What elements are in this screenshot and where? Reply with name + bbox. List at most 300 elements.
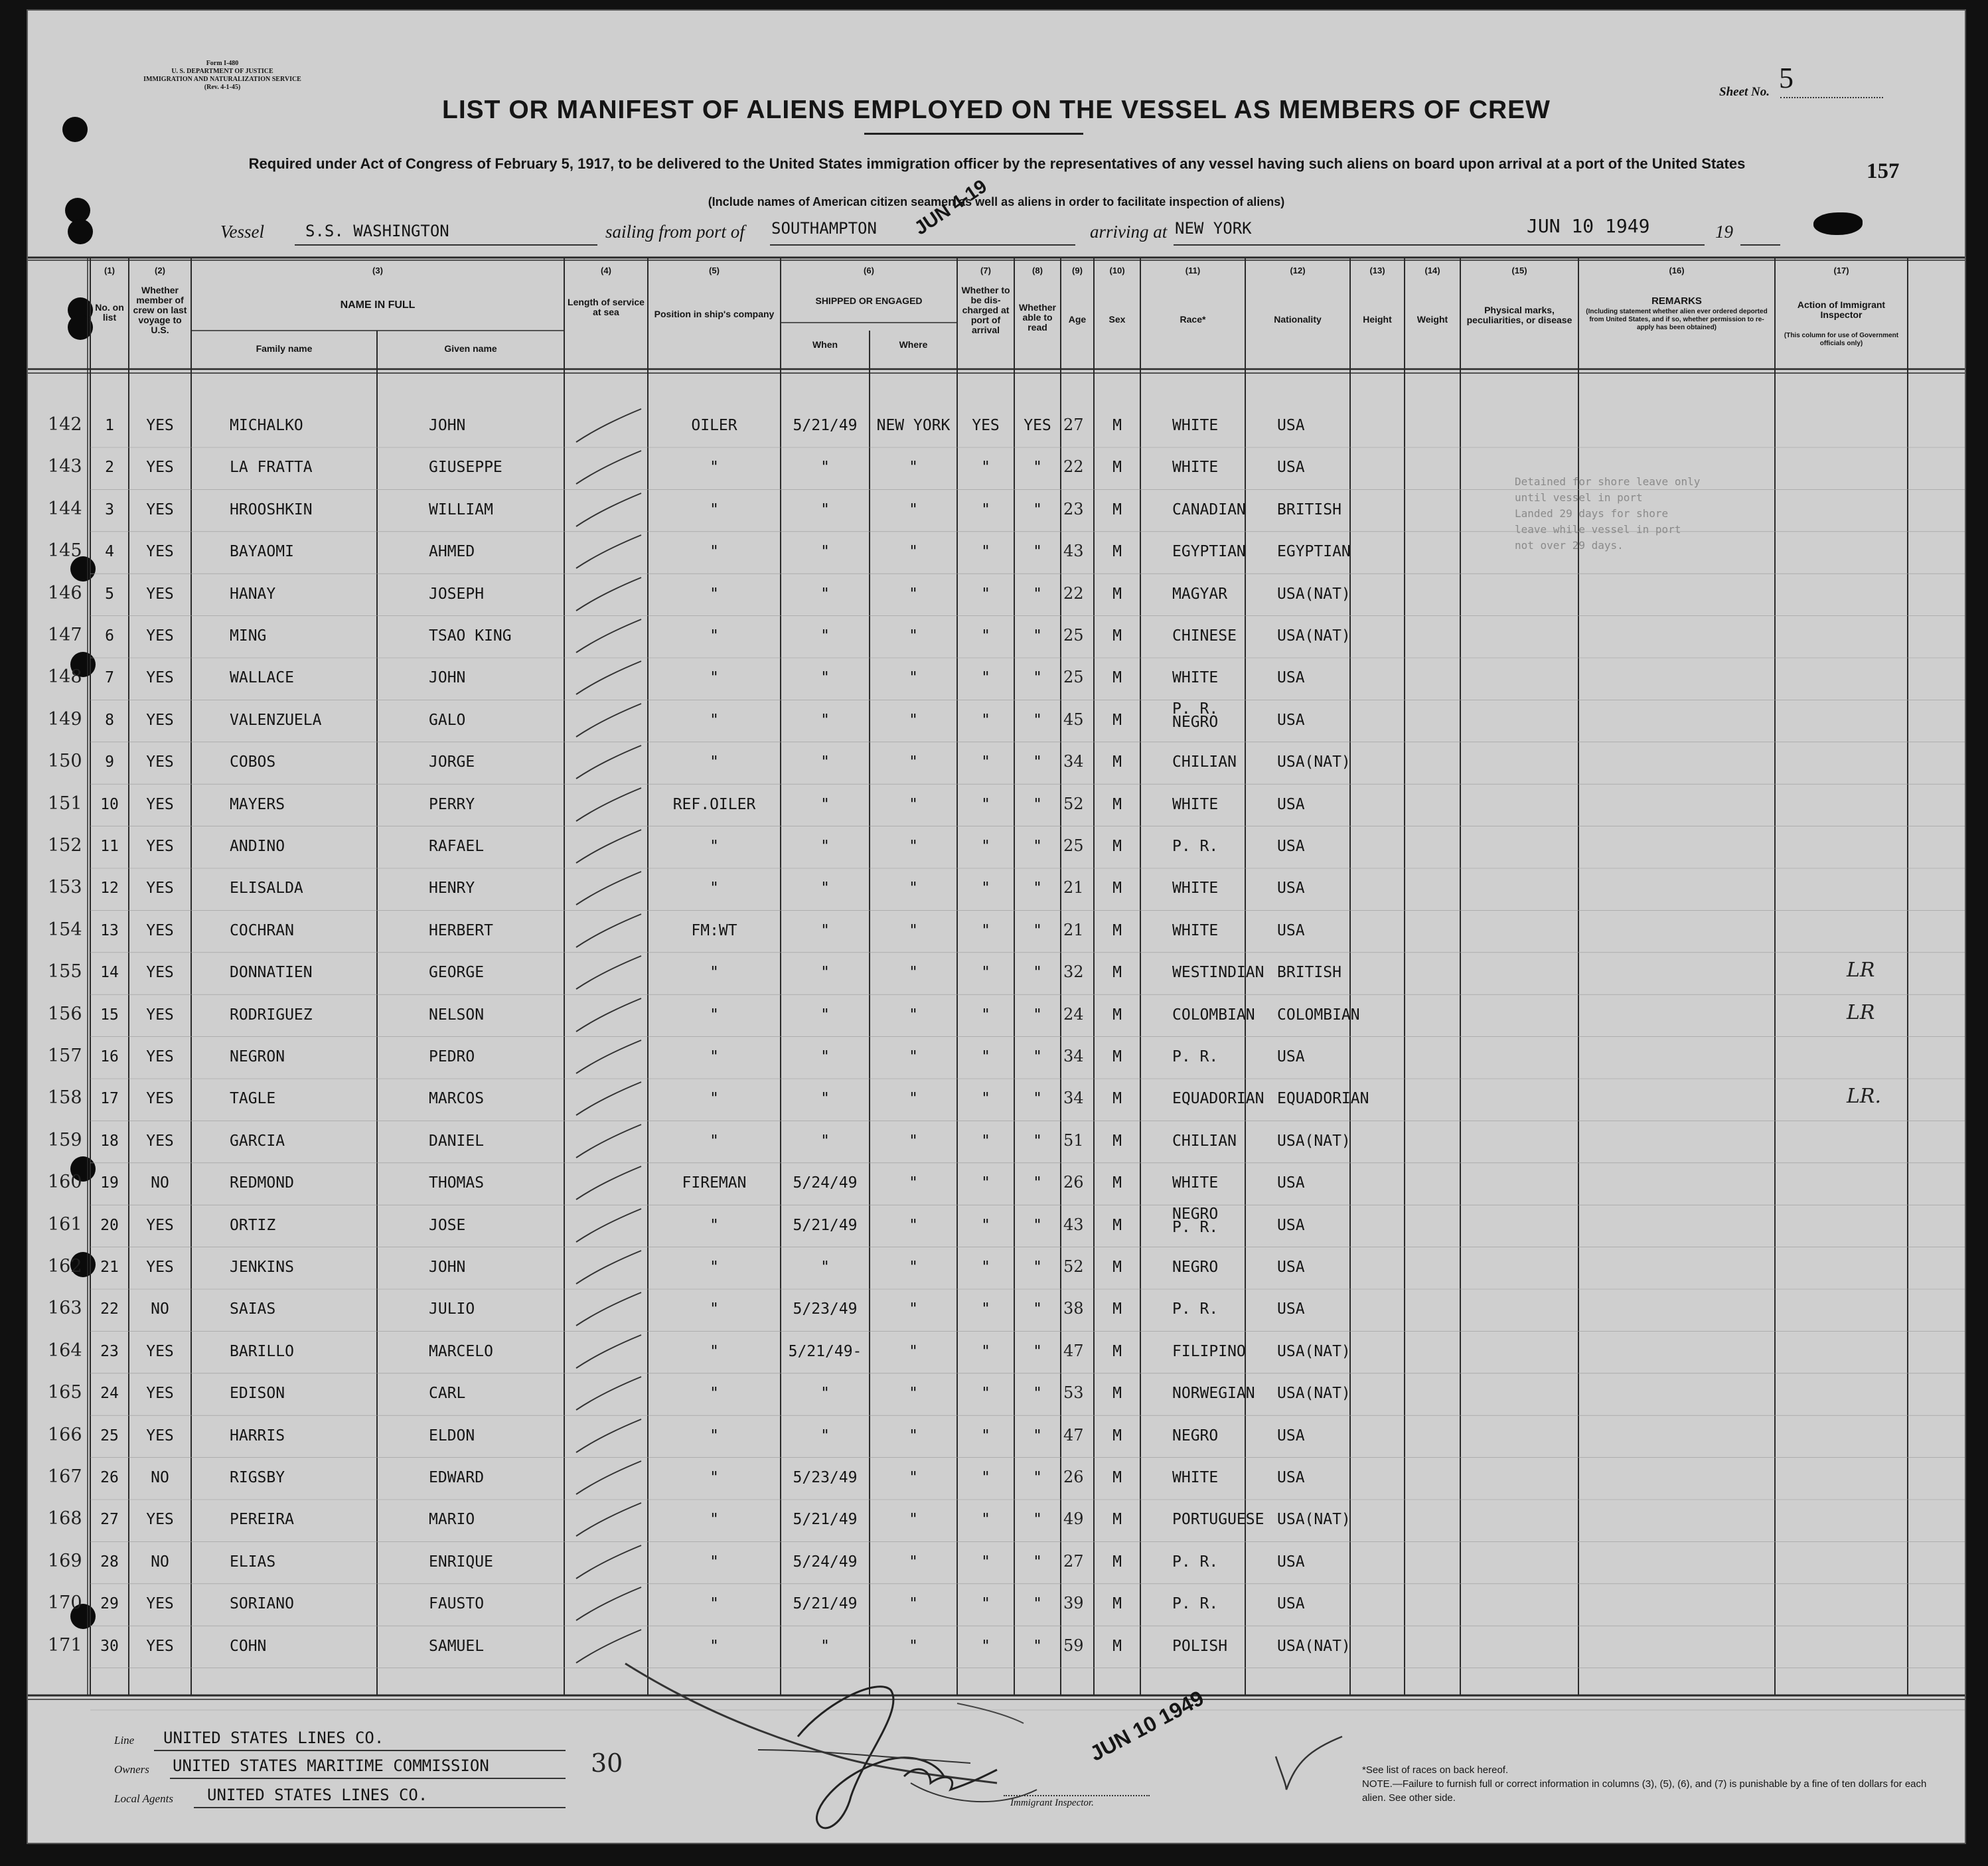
header-weight: Weight <box>1416 314 1448 325</box>
remarks-line: until vessel in port <box>1515 491 1643 504</box>
cell-when: 5/21/49 <box>793 417 858 434</box>
cell-able-read: " <box>1033 1595 1042 1613</box>
cell-sex: M <box>1112 711 1122 729</box>
cell-nationality: USA <box>1277 417 1305 434</box>
service-check-mark <box>572 1036 645 1076</box>
cell-when: 5/21/49 <box>793 1216 858 1234</box>
service-check-mark <box>572 574 645 613</box>
cell-able-read: " <box>1033 1342 1042 1360</box>
cell-no: 6 <box>105 627 114 645</box>
header-remarks: REMARKS <box>1651 295 1702 307</box>
handwritten-sequence-number: 142 <box>48 414 82 435</box>
cell-race: P. R. NEGRO <box>1172 700 1219 731</box>
cell-where: " <box>909 1300 918 1318</box>
cell-position: " <box>710 753 719 771</box>
handwritten-age: 47 <box>1063 1425 1084 1444</box>
cell-given-name: JOHN <box>429 417 466 434</box>
cell-given-name: JORGE <box>429 753 475 771</box>
form-revision: (Rev. 4-1-45) <box>204 84 241 91</box>
service-check-mark <box>572 447 645 487</box>
cell-position: " <box>710 1300 719 1318</box>
cell-able-read: " <box>1033 669 1042 687</box>
cell-given-name: MARIO <box>429 1511 475 1529</box>
cell-race: WHITE <box>1172 669 1219 687</box>
cell-when: " <box>820 1637 830 1655</box>
table-row <box>28 414 1965 456</box>
handwritten-sequence-number: 160 <box>48 1172 82 1193</box>
cell-no: 16 <box>100 1048 119 1065</box>
cell-given-name: EDWARD <box>429 1469 485 1486</box>
cell-sex: M <box>1112 964 1122 982</box>
inspector-signature-line <box>1004 1795 1150 1796</box>
header-action-note: (This column for use of Government officials only) <box>1784 332 1899 347</box>
cell-family-name: WALLACE <box>230 669 294 687</box>
cell-family-name: COHN <box>230 1637 267 1655</box>
cell-where: " <box>909 1006 918 1024</box>
service-check-mark <box>572 531 645 571</box>
crew-count-handwritten: 30 <box>591 1749 623 1778</box>
cell-discharged: " <box>981 880 990 897</box>
cell-when: " <box>820 1132 830 1150</box>
table-row <box>28 1425 1965 1466</box>
cell-family-name: JENKINS <box>230 1259 294 1276</box>
column-number: (7) <box>980 266 991 275</box>
cell-able-read: " <box>1033 795 1042 813</box>
cell-no: 1 <box>105 417 114 434</box>
header-remarks-note: (Including statement whether alien ever ordered deported from United States, and if so, whether permission to re-apply has been obtained) <box>1586 308 1768 331</box>
cell-when: 5/23/49 <box>793 1300 858 1318</box>
cell-position: " <box>710 543 719 561</box>
cell-no: 11 <box>100 838 119 855</box>
cell-where: " <box>909 1553 918 1571</box>
cell-discharged: " <box>981 543 990 561</box>
cell-last-voyage: YES <box>146 838 174 855</box>
cell-no: 29 <box>100 1595 119 1613</box>
service-check-mark <box>572 1415 645 1455</box>
cell-last-voyage: YES <box>146 795 174 813</box>
service-check-mark <box>572 657 645 697</box>
cell-nationality: EGYPTIAN <box>1277 543 1351 561</box>
cell-able-read: " <box>1033 501 1042 518</box>
header-member-last-voyage: Whether member of crew on last voyage to U.S. <box>133 285 187 335</box>
cell-given-name: GIUSEPPE <box>429 459 502 477</box>
cell-race: P. R. <box>1172 1595 1219 1613</box>
service-check-mark <box>572 868 645 907</box>
cell-family-name: COCHRAN <box>230 921 294 939</box>
service-check-mark <box>572 1541 645 1581</box>
cell-no: 10 <box>100 795 119 813</box>
cell-position: " <box>710 1469 719 1486</box>
handwritten-age: 34 <box>1063 1047 1084 1065</box>
cell-family-name: RODRIGUEZ <box>230 1006 313 1024</box>
service-check-mark <box>572 910 645 950</box>
service-check-mark <box>572 1205 645 1245</box>
cell-position: " <box>710 880 719 897</box>
year-label: 19 <box>1715 222 1733 242</box>
cell-able-read: " <box>1033 1427 1042 1444</box>
handwritten-sequence-number: 158 <box>48 1087 82 1109</box>
cell-discharged: " <box>981 1259 990 1276</box>
cell-position: " <box>710 1511 719 1529</box>
cell-last-voyage: YES <box>146 543 174 561</box>
handwritten-age: 49 <box>1063 1510 1084 1529</box>
remarks-line: leave while vessel in port <box>1515 523 1681 536</box>
cell-position: " <box>710 1553 719 1571</box>
handwritten-sequence-number: 163 <box>48 1298 82 1319</box>
cell-last-voyage: YES <box>146 669 174 687</box>
handwritten-sequence-number: 150 <box>48 751 82 772</box>
cell-position: FM:WT <box>691 921 737 939</box>
cell-given-name: SAMUEL <box>429 1637 485 1655</box>
table-row <box>28 583 1965 625</box>
year-underline <box>1740 244 1780 246</box>
cell-given-name: JOHN <box>429 669 466 687</box>
cell-where: " <box>909 1427 918 1444</box>
form-block <box>100 60 345 92</box>
handwritten-age: 22 <box>1063 583 1084 603</box>
cell-family-name: HANAY <box>230 585 276 603</box>
cell-no: 15 <box>100 1006 119 1024</box>
cell-given-name: JOSEPH <box>429 585 485 603</box>
cell-no: 24 <box>100 1385 119 1403</box>
cell-family-name: EDISON <box>230 1385 285 1403</box>
cell-sex: M <box>1112 1342 1122 1360</box>
cell-when: 5/23/49 <box>793 1469 858 1486</box>
cell-last-voyage: YES <box>146 459 174 477</box>
service-check-mark <box>572 489 645 529</box>
agents-label: Local Agents <box>114 1792 173 1805</box>
table-row <box>28 751 1965 793</box>
vessel-label: Vessel <box>220 222 264 242</box>
handwritten-age: 47 <box>1063 1341 1084 1360</box>
cell-sex: M <box>1112 753 1122 771</box>
header-sex: Sex <box>1109 314 1126 325</box>
cell-no: 7 <box>105 669 114 687</box>
handwritten-age: 51 <box>1063 1130 1084 1150</box>
table-row <box>28 1205 1965 1256</box>
cell-race: P. R. <box>1172 1048 1219 1065</box>
cell-no: 8 <box>105 711 114 729</box>
cell-discharged: " <box>981 838 990 855</box>
handwritten-sequence-number: 162 <box>48 1256 82 1277</box>
cell-position: " <box>710 1259 719 1276</box>
table-row <box>28 1508 1965 1550</box>
cell-last-voyage: YES <box>146 1511 174 1529</box>
service-check-mark <box>572 1247 645 1286</box>
cell-family-name: HARRIS <box>230 1427 285 1444</box>
table-row <box>28 1130 1965 1172</box>
page-number: 157 <box>1867 159 1900 183</box>
cell-family-name: VALENZUELA <box>230 711 322 729</box>
column-number: (12) <box>1290 266 1306 275</box>
handwritten-age: 22 <box>1063 457 1084 477</box>
line-label: Line <box>114 1734 135 1747</box>
header-physical-marks: Physical marks, peculiarities, or disease <box>1466 305 1572 325</box>
cell-nationality: USA <box>1277 1469 1305 1486</box>
cell-where: " <box>909 1048 918 1065</box>
cell-able-read: " <box>1033 585 1042 603</box>
cell-nationality: BRITISH <box>1277 964 1341 982</box>
service-check-mark <box>572 826 645 866</box>
header-name-in-full: NAME IN FULL <box>340 299 416 311</box>
table-row <box>28 1466 1965 1508</box>
table-row <box>28 793 1965 835</box>
cell-able-read: " <box>1033 964 1042 982</box>
cell-last-voyage: YES <box>146 1048 174 1065</box>
cell-position: " <box>710 1595 719 1613</box>
cell-discharged: " <box>981 1469 990 1486</box>
column-number: (16) <box>1669 266 1685 275</box>
handwritten-sequence-number: 145 <box>48 540 82 562</box>
handwritten-sequence-number: 148 <box>48 666 82 688</box>
cell-race: CHILIAN <box>1172 1132 1237 1150</box>
handwritten-sequence-number: 169 <box>48 1550 82 1571</box>
cell-sex: M <box>1112 1637 1122 1655</box>
cell-family-name: MICHALKO <box>230 417 303 434</box>
title-rule <box>864 133 1083 135</box>
cell-family-name: NEGRON <box>230 1048 285 1065</box>
cell-sex: M <box>1112 627 1122 645</box>
cell-discharged: " <box>981 1216 990 1234</box>
column-number: (17) <box>1833 266 1849 275</box>
cell-sex: M <box>1112 1511 1122 1529</box>
table-row <box>28 835 1965 877</box>
line-value: UNITED STATES LINES CO. <box>163 1729 384 1747</box>
cell-nationality: USA <box>1277 880 1305 897</box>
header-where: Where <box>899 339 928 350</box>
cell-nationality: USA <box>1277 669 1305 687</box>
handwritten-age: 43 <box>1063 1215 1084 1234</box>
cell-no: 4 <box>105 543 114 561</box>
cell-when: " <box>820 585 830 603</box>
cell-nationality: USA(NAT) <box>1277 585 1351 603</box>
cell-last-voyage: YES <box>146 1427 174 1444</box>
service-check-mark <box>572 1288 645 1328</box>
cell-position: FIREMAN <box>682 1174 747 1192</box>
cell-able-read: " <box>1033 753 1042 771</box>
cell-where: " <box>909 880 918 897</box>
cell-race: FILIPINO <box>1172 1342 1246 1360</box>
inspector-label: Immigrant Inspector. <box>1010 1798 1094 1808</box>
cell-race: P. R. <box>1172 1300 1219 1318</box>
cell-nationality: USA <box>1277 459 1305 477</box>
service-check-mark <box>572 1583 645 1623</box>
cell-able-read: " <box>1033 1511 1042 1529</box>
cell-when: " <box>820 1259 830 1276</box>
table-row <box>28 700 1965 751</box>
vessel-underline <box>295 244 597 246</box>
handwritten-sequence-number: 153 <box>48 877 82 898</box>
cell-family-name: GARCIA <box>230 1132 285 1150</box>
cell-nationality: USA <box>1277 711 1305 729</box>
cell-when: " <box>820 1385 830 1403</box>
include-note: (Include names of American citizen seamen as well as aliens in order to facilitate inspection of aliens) <box>708 195 1285 208</box>
cell-last-voyage: NO <box>151 1469 169 1486</box>
cell-given-name: RAFAEL <box>429 838 485 855</box>
cell-when: " <box>820 795 830 813</box>
cell-discharged: " <box>981 585 990 603</box>
header-height: Height <box>1363 314 1392 325</box>
service-check-mark <box>572 405 645 445</box>
cell-nationality: USA <box>1277 1427 1305 1444</box>
cell-able-read: " <box>1033 1048 1042 1065</box>
column-number: (13) <box>1369 266 1385 275</box>
service-check-mark <box>572 1499 645 1539</box>
sheet-number-label: Sheet No. <box>1719 85 1770 99</box>
cell-where: " <box>909 838 918 855</box>
cell-no: 21 <box>100 1259 119 1276</box>
page-subtitle: Required under Act of Congress of February 5, 1917, to be delivered to the United States immigration officer by the representatives of any vessel having such aliens on board upon arrival at a port of the United States <box>248 155 1746 172</box>
handwritten-sequence-number: 168 <box>48 1508 82 1529</box>
cell-position: " <box>710 1090 719 1108</box>
handwritten-action: LR <box>1847 1000 1875 1024</box>
cell-family-name: LA FRATTA <box>230 459 313 477</box>
cell-race: WHITE <box>1172 1174 1219 1192</box>
cell-when: 5/24/49 <box>793 1553 858 1571</box>
department-name: U. S. DEPARTMENT OF JUSTICE <box>171 68 273 75</box>
handwritten-age: 23 <box>1063 499 1084 518</box>
service-check-mark <box>572 784 645 824</box>
failure-footnote: NOTE.—Failure to furnish full or correct information in columns (3), (5), (6), and (7) is punishable by a fine of ten dollars for each alien. See other side. <box>1362 1778 1927 1804</box>
cell-last-voyage: YES <box>146 627 174 645</box>
agents-value: UNITED STATES LINES CO. <box>207 1786 428 1804</box>
handwritten-sequence-number: 157 <box>48 1046 82 1066</box>
column-number: (10) <box>1109 266 1125 275</box>
cell-able-read: " <box>1033 1300 1042 1318</box>
cell-discharged: " <box>981 627 990 645</box>
column-number: (4) <box>601 266 611 275</box>
cell-given-name: ENRIQUE <box>429 1553 493 1571</box>
handwritten-sequence-number: 155 <box>48 961 82 982</box>
cell-nationality: USA <box>1277 921 1305 939</box>
cell-position: " <box>710 1637 719 1655</box>
handwritten-age: 52 <box>1063 794 1084 813</box>
cell-position: " <box>710 1342 719 1360</box>
header-able-read: Whether able to read <box>1019 302 1056 333</box>
cell-no: 19 <box>100 1174 119 1192</box>
table-row <box>28 919 1965 961</box>
cell-where: " <box>909 1511 918 1529</box>
cell-position: " <box>710 459 719 477</box>
cell-where: " <box>909 627 918 645</box>
owners-value: UNITED STATES MARITIME COMMISSION <box>173 1756 489 1775</box>
cell-discharged: " <box>981 964 990 982</box>
cell-where: " <box>909 459 918 477</box>
service-check-mark <box>572 741 645 781</box>
cell-no: 14 <box>100 964 119 982</box>
table-row <box>28 1298 1965 1340</box>
cell-discharged: " <box>981 753 990 771</box>
cell-position: " <box>710 964 719 982</box>
handwritten-age: 38 <box>1063 1299 1084 1318</box>
cell-race: EQUADORIAN <box>1172 1090 1264 1108</box>
handwritten-sequence-number: 170 <box>48 1593 82 1614</box>
cell-where: " <box>909 1469 918 1486</box>
cell-given-name: JOHN <box>429 1259 466 1276</box>
cell-last-voyage: YES <box>146 711 174 729</box>
cell-last-voyage: NO <box>151 1553 169 1571</box>
cell-last-voyage: NO <box>151 1174 169 1192</box>
cell-family-name: ANDINO <box>230 838 285 855</box>
cell-sex: M <box>1112 1090 1122 1108</box>
cell-no: 9 <box>105 753 114 771</box>
service-check-mark <box>572 615 645 655</box>
cell-no: 13 <box>100 921 119 939</box>
cell-where: " <box>909 1132 918 1150</box>
cell-sex: M <box>1112 585 1122 603</box>
cell-when: " <box>820 501 830 518</box>
cell-when: 5/21/49 <box>793 1595 858 1613</box>
cell-given-name: TSAO KING <box>429 627 512 645</box>
cell-when: 5/21/49 <box>793 1511 858 1529</box>
cell-nationality: USA <box>1277 795 1305 813</box>
cell-when: " <box>820 627 830 645</box>
cell-race: P. R. <box>1172 838 1219 855</box>
cell-no: 26 <box>100 1469 119 1486</box>
manifest-sheet <box>27 9 1966 1844</box>
cell-family-name: ORTIZ <box>230 1216 276 1234</box>
cell-discharged: " <box>981 921 990 939</box>
cell-family-name: COBOS <box>230 753 276 771</box>
handwritten-sequence-number: 144 <box>48 498 82 519</box>
handwritten-sequence-number: 159 <box>48 1129 82 1150</box>
cell-where: " <box>909 1595 918 1613</box>
sailing-underline <box>770 244 1075 246</box>
cell-when: " <box>820 1048 830 1065</box>
cell-position: REF.OILER <box>672 795 756 813</box>
cell-nationality: USA <box>1277 1048 1305 1065</box>
cell-where: " <box>909 1259 918 1276</box>
cell-when: 5/24/49 <box>793 1174 858 1192</box>
cell-given-name: PERRY <box>429 795 475 813</box>
handwritten-age: 24 <box>1063 1004 1084 1024</box>
cell-nationality: USA(NAT) <box>1277 1132 1351 1150</box>
cell-given-name: MARCOS <box>429 1090 485 1108</box>
cell-able-read: " <box>1033 1090 1042 1108</box>
cell-nationality: USA <box>1277 1174 1305 1192</box>
arriving-label: arriving at <box>1090 222 1168 242</box>
cell-discharged: " <box>981 711 990 729</box>
service-check-mark <box>572 1457 645 1497</box>
handwritten-age: 53 <box>1063 1383 1084 1403</box>
cell-where: " <box>909 543 918 561</box>
cell-able-read: " <box>1033 1259 1042 1276</box>
cell-last-voyage: YES <box>146 880 174 897</box>
date-underline <box>1466 244 1705 246</box>
header-given-name: Given name <box>444 343 497 354</box>
agents-underline <box>194 1807 566 1808</box>
cell-discharged: " <box>981 1385 990 1403</box>
table-row <box>28 625 1965 666</box>
service-check-mark <box>572 1331 645 1371</box>
cell-given-name: JULIO <box>429 1300 475 1318</box>
cell-race: EGYPTIAN <box>1172 543 1246 561</box>
cell-no: 20 <box>100 1216 119 1234</box>
arriving-port: NEW YORK <box>1175 219 1252 238</box>
column-number: (3) <box>372 266 383 275</box>
inspector-signature <box>599 1650 1422 1843</box>
cell-last-voyage: YES <box>146 585 174 603</box>
cell-given-name: CARL <box>429 1385 466 1403</box>
column-number: (8) <box>1032 266 1043 275</box>
cell-no: 3 <box>105 501 114 518</box>
cell-where: " <box>909 501 918 518</box>
cell-nationality: USA(NAT) <box>1277 1342 1351 1360</box>
table-row <box>28 877 1965 919</box>
cell-where: " <box>909 1090 918 1108</box>
cell-sex: M <box>1112 1385 1122 1403</box>
cell-given-name: JOSE <box>429 1216 466 1234</box>
